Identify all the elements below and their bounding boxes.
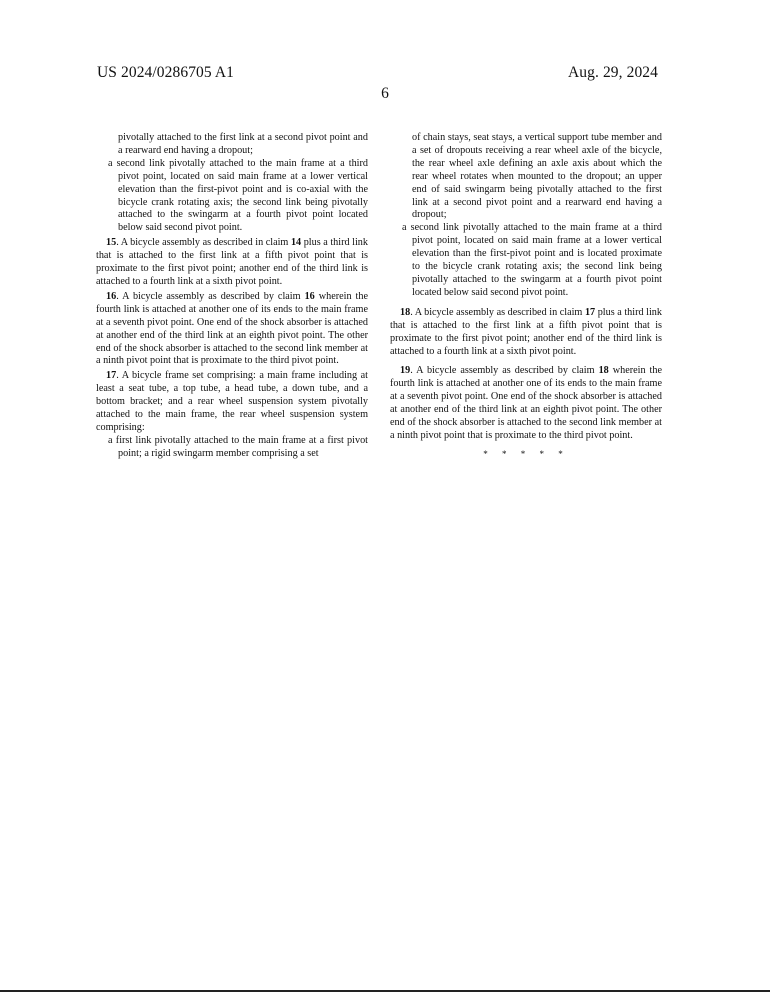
end-of-document-marker: * * * * * — [483, 448, 569, 459]
claim-16-number: 16 — [106, 290, 117, 302]
claim-17 — [96, 370, 368, 435]
claim-14-continuation: pivotally attached to the first link at a second pivot point and a rearward end having a dropout; — [118, 132, 368, 156]
bottom-rule — [0, 990, 770, 992]
claim-15-number: 15 — [106, 237, 117, 249]
claim-15-post: plus a third link that is attached to the first link at a fifth pivot point that is proximate to the first pivot point; another end of the third link is attached to a fourth link at a sixth pivot point. — [96, 237, 368, 287]
claim-18-number: 18 — [400, 306, 411, 318]
claim-15-pre: . A bicycle assembly as described in claim — [116, 237, 291, 249]
claim-18 — [390, 307, 662, 359]
claim-18-pre: . A bicycle assembly as described in claim — [410, 306, 585, 318]
claim-17-text: . A bicycle frame set comprising: a main frame including at least a seat tube, a top tube, a head tube, a down tube, and a bottom bracket; and a rear wheel suspension system pivotally attached to the main frame, the rear wheel suspension system comprising: — [96, 370, 368, 433]
claim-19-number: 19 — [400, 365, 411, 377]
publication-date: Aug. 29, 2024 — [568, 64, 658, 81]
claim-16-ref: 16 — [304, 290, 315, 302]
left-column — [96, 132, 368, 461]
claim-19-pre: . A bicycle assembly as described by claim — [410, 365, 599, 377]
claim-15-ref: 14 — [290, 237, 302, 249]
claim-18-ref: 17 — [584, 306, 596, 318]
claim-16 — [96, 291, 368, 368]
claim-17-first-link: a first link pivotally attached to the main frame at a first pivot point; a rigid swingarm member comprising a set — [108, 434, 368, 459]
claim-18-post: plus a third link that is attached to the first link at a fifth pivot point that is proximate to the first pivot point; another end of the third link is attached to a fourth link at a sixth pivot point. — [390, 306, 662, 357]
claim-19 — [390, 365, 662, 442]
claim-19-ref: 18 — [598, 365, 609, 377]
claim-14-second-link: a second link pivotally attached to the main frame at a third pivot point, located on said main frame at a lower vertical elevation than the first-pivot point and is co-axial with the bicycle crank rotating axis; the second link being pivotally attached to the swingarm at a fourth pivot point located below said second pivot point. — [108, 157, 368, 234]
claim-19-post: wherein the fourth link is attached at another one of its ends to the main frame at a seventh pivot point. One end of the shock absorber is attached at another end of the third link at an eighth pivot point. The other end of the shock absorber is attached to the second link member at a ninth pivot point that is proximate to the third pivot point. — [390, 365, 662, 441]
page-number: 6 — [381, 85, 389, 102]
claim-15 — [96, 237, 368, 289]
claim-16-pre: . A bicycle assembly as described by claim — [116, 290, 305, 302]
claim-17-second-link: a second link pivotally attached to the main frame at a third pivot point, located on said main frame at a lower vertical elevation than the first-pivot point and is located proximate to the bicycle crank rotating axis; the second link being pivotally attached to the swingarm at a fourth pivot point located below said second pivot point. — [402, 222, 662, 298]
claim-17-number: 17 — [106, 370, 117, 382]
claim-16-post: wherein the fourth link is attached at another one of its ends to the main frame at a seventh pivot point. One end of the shock absorber is attached at another end of the third link at an eighth pivot point. The other end of the shock absorber is attached to the second link member at a ninth pivot point that is proximate to the third pivot point. — [96, 290, 368, 367]
claim-17-continuation: of chain stays, seat stays, a vertical support tube member and a set of dropouts receiving a rear wheel axle of the bicycle, the rear wheel axle defining an axle axis about which the rear wheel rotates when mounted to the dropout; an upper end of said swingarm being pivotally attached to the first link at a second pivot point and a rearward end having a dropout; — [412, 132, 662, 221]
right-column — [390, 132, 662, 461]
publication-number: US 2024/0286705 A1 — [97, 64, 235, 81]
